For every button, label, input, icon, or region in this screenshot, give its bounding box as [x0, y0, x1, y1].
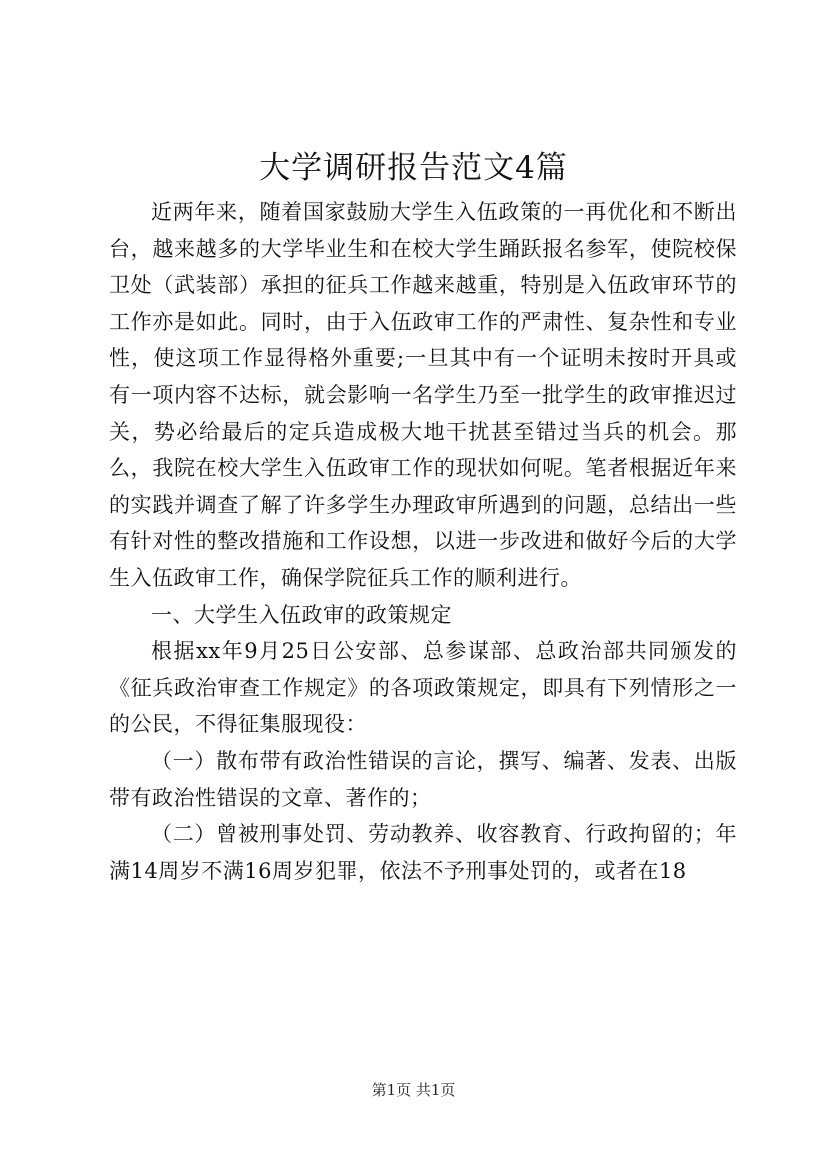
page-number-footer: 第1页 共1页: [371, 1081, 456, 1099]
document-body: [109, 194, 737, 889]
section-heading-policy: 一、大学生入伍政审的政策规定: [151, 602, 452, 627]
body-paragraph-regulation: 根据xx年9月25日公安部、总参谋部、总政治部共同颁发的《征兵政治审查工作规定》的各项政策规定，即具有下列情形之一的公民，不得征集服现役：: [109, 639, 737, 737]
document-title: 大学调研报告范文4篇: [259, 150, 568, 186]
list-item-2: （二）曾被刑事处罚、劳动教养、收容教育、行政拘留的；年满14周岁不满16周岁犯罪，依法不予刑事处罚的，或者在18: [109, 822, 737, 883]
body-paragraph-intro: 近两年来，随着国家鼓励大学生入伍政策的一再优化和不断出台，越来越多的大学毕业生和在校大学生踊跃报名参军，使院校保卫处（武装部）承担的征兵工作越来越重，特别是入伍政审环节的工作亦是如此。同时，由于入伍政审工作的严肃性、复杂性和专业性，使这项工作显得格外重要;一旦其中有一个证明未按时开具或有一项内容不达标，就会影响一名学生乃至一批学生的政审推迟过关，势必给最后的定兵造成极大地干扰甚至错过当兵的机会。那么，我院在校大学生入伍政审工作的现状如何呢。笔者根据近年来的实践并调查了解了许多学生办理政审所遇到的问题，总结出一些有针对性的整改措施和工作设想，以进一步改进和做好今后的大学生入伍政审工作，确保学院征兵工作的顺利进行。: [109, 200, 737, 590]
list-item-1: （一）散布带有政治性错误的言论，撰写、编著、发表、出版带有政治性错误的文章、著作的；: [109, 748, 737, 810]
